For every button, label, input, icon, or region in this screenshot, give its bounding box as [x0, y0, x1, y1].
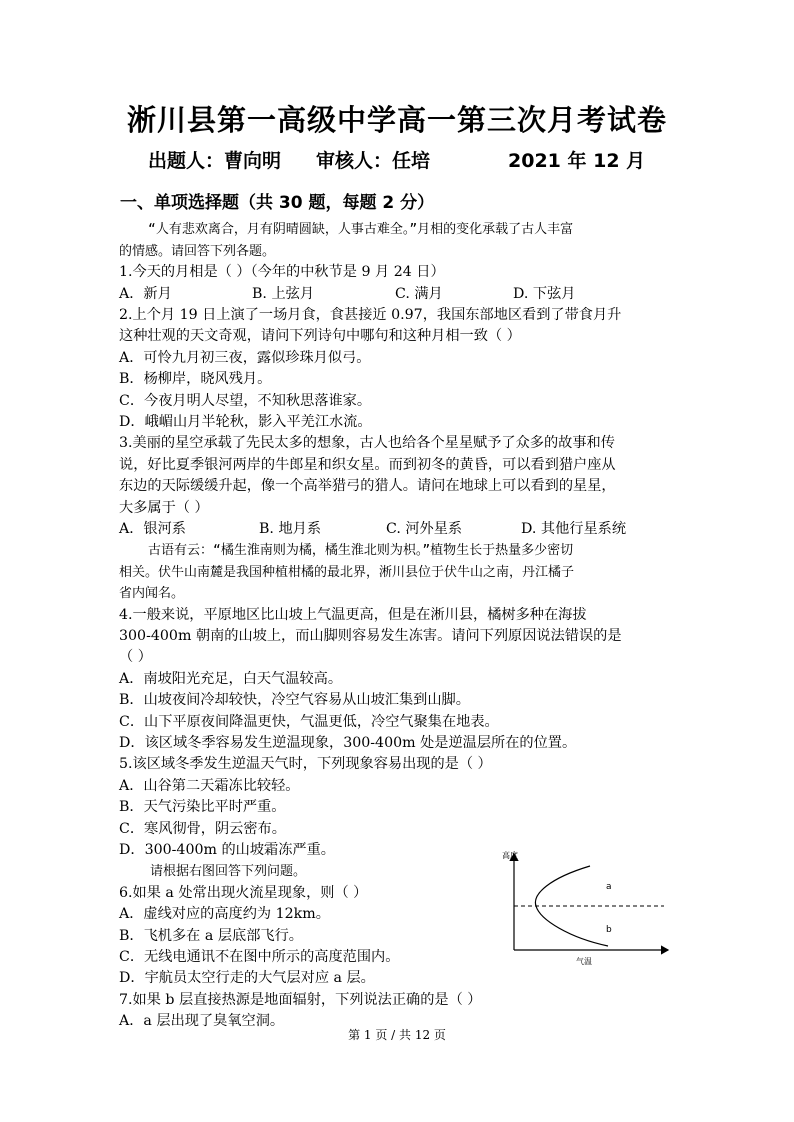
question-stem: 东边的天际缓缓升起，像一个高举猎弓的猎人。请问在地球上可以看到的星星， [119, 478, 616, 494]
option-d: D．峨嵋山月半轮秋，影入平羌江水流。 [119, 414, 372, 430]
layer-b-label: b [606, 925, 612, 935]
option-b: B．天气污染比平时严重。 [119, 799, 286, 815]
layer-a-label: a [606, 882, 612, 892]
option-a: A．新月 [119, 286, 172, 302]
question-stem: 4.一般来说，平原地区比山坡上气温更高，但是在淅川县，橘树多种在海拔 [119, 607, 587, 623]
option-d: D．宇航员太空行走的大气层对应 a 层。 [119, 970, 375, 986]
option-a: A．山谷第二天霜冻比较轻。 [119, 778, 300, 794]
option-b: B．飞机多在 a 层底部飞行。 [119, 928, 303, 944]
option-d: D．300-400m 的山坡霜冻严重。 [119, 842, 335, 858]
option-a: A．虚线对应的高度约为 12km。 [119, 906, 330, 922]
y-axis-label: 高度 [502, 851, 518, 860]
question-stem: 说，好比夏季银河两岸的牛郎星和织女星。而到初冬的黄昏，可以看到猎户座从 [119, 457, 616, 473]
section-heading: 一、单项选择题（共 30 题，每题 2 分） [120, 193, 435, 213]
temperature-altitude-figure [490, 846, 676, 966]
question-stem: 2.上个月 19 日上演了一场月食，食甚接近 0.97，我国东部地区看到了带食月升 [119, 307, 622, 323]
passage-text: 相关。伏牛山南麓是我国种植柑橘的最北界，淅川县位于伏牛山之南，丹江橘子 [119, 565, 575, 580]
question-stem: 5.该区域冬季发生逆温天气时，下列现象容易出现的是（ ） [119, 756, 492, 772]
option-c: C. 河外星系 [386, 521, 463, 537]
passage-text: 古语有云：“橘生淮南则为橘，橘生淮北则为枳。”植物生长于热量多少密切 [148, 543, 574, 558]
option-d: D. 其他行星系统 [521, 521, 627, 537]
author-label: 出题人：曹向明 [148, 150, 282, 172]
option-d: D. 下弦月 [513, 286, 576, 302]
option-c: C．寒风彻骨，阴云密布。 [119, 821, 286, 837]
option-a: A．南坡阳光充足，白天气温较高。 [119, 671, 343, 687]
exam-date: 2021 年 12 月 [508, 150, 646, 172]
question-stem: 这种壮观的天文奇观，请问下列诗句中哪句和这种月相一致（ ） [119, 328, 521, 344]
question-stem: 3.美丽的星空承载了先民太多的想象，古人也给各个星星赋予了众多的故事和传 [119, 435, 615, 451]
option-a: A．可怜九月初三夜，露似珍珠月似弓。 [119, 350, 371, 366]
question-stem: 1.今天的月相是（ ）（今年的中秋节是 9 月 24 日） [119, 264, 445, 280]
option-c: C. 满月 [395, 286, 443, 302]
option-d: D．该区域冬季容易发生逆温现象，300-400m 处是逆温层所在的位置。 [119, 735, 577, 751]
option-c: C．今夜月明人尽望，不知秋思落谁家。 [119, 393, 372, 409]
option-b: B. 地月系 [259, 521, 322, 537]
option-a: A．银河系 [119, 521, 186, 537]
question-stem: 7.如果 b 层直接热源是地面辐射，下列说法正确的是（ ） [119, 992, 482, 1008]
x-axis-label: 气温 [576, 957, 592, 966]
option-b: B．山坡夜间冷却较快，冷空气容易从山坡汇集到山脚。 [119, 692, 470, 708]
exam-title: 淅川县第一高级中学高一第三次月考试卷 [126, 103, 667, 137]
option-b: B. 上弦月 [252, 286, 315, 302]
question-stem: 6.如果 a 处常出现火流星现象，则（ ） [119, 885, 368, 901]
option-a: A．a 层出现了臭氧空洞。 [119, 1013, 285, 1029]
passage-text: 请根据右图回答下列问题。 [150, 864, 307, 879]
question-stem: 大多属于（ ） [119, 500, 209, 516]
question-stem: （ ） [119, 649, 152, 665]
question-stem: 300-400m 朝南的山坡上，而山脚则容易发生冻害。请问下列原因说法错误的是 [119, 628, 622, 644]
reviewer-label: 审核人：任培 [316, 150, 431, 172]
option-c: C．无线电通讯不在图中所示的高度范围内。 [119, 949, 400, 965]
passage-text: 的情感。请回答下列各题。 [119, 244, 276, 259]
option-c: C．山下平原夜间降温更快，气温更低，冷空气聚集在地表。 [119, 714, 499, 730]
passage-text: “人有悲欢离合，月有阴晴圆缺，人事古难全。”月相的变化承载了古人丰富 [148, 222, 574, 237]
page-number: 第 1 页 / 共 12 页 [348, 1028, 446, 1042]
option-b: B．杨柳岸，晓风残月。 [119, 371, 272, 387]
passage-text: 省内闻名。 [119, 586, 185, 601]
